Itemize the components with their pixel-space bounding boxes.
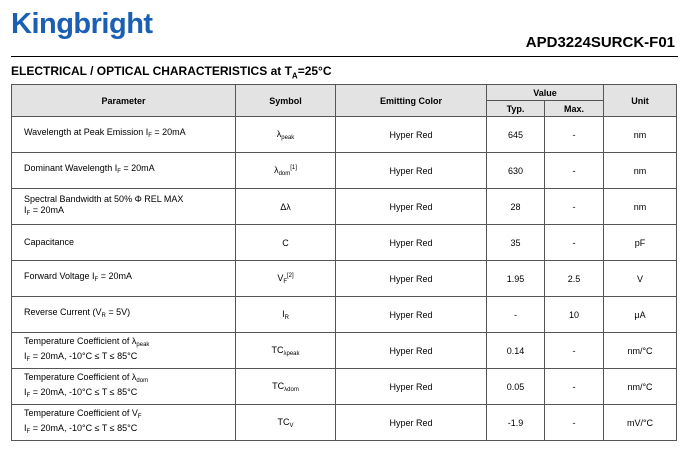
parameter-text: Temperature Coefficient of λ bbox=[24, 335, 137, 346]
emitting-color-cell: Hyper Red bbox=[336, 261, 487, 297]
parameter-condition-tail: = 20mA bbox=[30, 204, 64, 215]
typ-value-cell: 1.95 bbox=[487, 261, 545, 297]
symbol-subscript: λpeak bbox=[283, 350, 300, 357]
parameter-text: Spectral Bandwidth at 50% Φ REL MAX bbox=[24, 193, 184, 204]
parameter-line-1 bbox=[24, 237, 231, 248]
parameter-line-2 bbox=[24, 423, 231, 438]
parameter-condition-subscript: F bbox=[26, 210, 31, 217]
max-value-cell: 10 bbox=[545, 297, 604, 333]
emitting-color-cell: Hyper Red bbox=[336, 153, 487, 189]
symbol-text: I bbox=[282, 308, 285, 319]
typ-value-cell: 0.14 bbox=[487, 333, 545, 369]
symbol-cell bbox=[236, 333, 336, 369]
symbol-footnote: [2] bbox=[287, 272, 294, 279]
unit-cell: pF bbox=[604, 225, 677, 261]
symbol-subscript: peak bbox=[281, 134, 295, 141]
symbol-subscript: λdom bbox=[284, 386, 299, 393]
symbol-text: C bbox=[282, 237, 289, 248]
parameter-text: Temperature Coefficient of λ bbox=[24, 371, 137, 382]
parameter-subscript: F bbox=[94, 277, 99, 283]
parameter-cell bbox=[12, 153, 236, 189]
parameter-cell bbox=[12, 297, 236, 333]
parameter-text: Temperature Coefficient of V bbox=[24, 407, 138, 418]
parameter-subscript: F bbox=[148, 133, 152, 139]
emitting-color-cell: Hyper Red bbox=[336, 189, 487, 225]
symbol-text: λ bbox=[274, 164, 279, 175]
emitting-color-cell: Hyper Red bbox=[336, 297, 487, 333]
parameter-condition-tail: = 20mA, -10°C ≤ T ≤ 85°C bbox=[30, 422, 138, 433]
max-value-cell: - bbox=[545, 117, 604, 153]
emitting-color-cell: Hyper Red bbox=[336, 225, 487, 261]
typ-value-cell: 28 bbox=[487, 189, 545, 225]
unit-cell: mV/°C bbox=[604, 405, 677, 441]
max-value-cell: - bbox=[545, 405, 604, 441]
parameter-line-1 bbox=[24, 271, 231, 286]
parameter-subscript: R bbox=[101, 313, 106, 319]
max-value-cell: - bbox=[545, 369, 604, 405]
parameter-text: Wavelength at Peak Emission I bbox=[24, 127, 149, 137]
parameter-line-1 bbox=[24, 336, 231, 351]
section-title bbox=[11, 64, 332, 80]
parameter-text-tail: = 20mA bbox=[151, 127, 186, 137]
typ-value-cell: 630 bbox=[487, 153, 545, 189]
parameter-cell bbox=[12, 117, 236, 153]
table-row bbox=[12, 117, 677, 153]
symbol-footnote: [1] bbox=[290, 164, 297, 171]
parameter-condition-tail: = 20mA, -10°C ≤ T ≤ 85°C bbox=[30, 350, 138, 361]
parameter-line-1 bbox=[24, 163, 231, 178]
parameter-line-1 bbox=[24, 408, 231, 423]
parameter-condition: I bbox=[24, 204, 27, 215]
header-divider bbox=[11, 56, 678, 57]
parameter-text-tail: = 5V) bbox=[105, 307, 131, 317]
parameter-text: Capacitance bbox=[24, 237, 75, 247]
parameter-cell bbox=[12, 189, 236, 225]
parameter-line-1 bbox=[24, 372, 231, 387]
symbol-subscript: F bbox=[283, 278, 287, 285]
parameter-cell bbox=[12, 261, 236, 297]
parameter-subscript: F bbox=[117, 169, 121, 175]
max-value-cell: - bbox=[545, 153, 604, 189]
emitting-color-cell: Hyper Red bbox=[336, 405, 487, 441]
parameter-cell bbox=[12, 225, 236, 261]
parameter-line-1 bbox=[24, 307, 231, 322]
typ-value-cell: - bbox=[487, 297, 545, 333]
table-row bbox=[12, 153, 677, 189]
table-body bbox=[12, 117, 677, 441]
table-row bbox=[12, 297, 677, 333]
parameter-line-1 bbox=[24, 127, 231, 142]
symbol-text: TC bbox=[271, 344, 284, 355]
symbol-text: V bbox=[277, 272, 284, 283]
symbol-cell bbox=[236, 369, 336, 405]
typ-value-cell: 35 bbox=[487, 225, 545, 261]
parameter-condition-subscript: F bbox=[26, 356, 31, 363]
parameter-cell bbox=[12, 333, 236, 369]
unit-cell: nm/°C bbox=[604, 369, 677, 405]
symbol-cell bbox=[236, 153, 336, 189]
parameter-text-tail: = 20mA bbox=[98, 271, 132, 281]
parameter-text: Reverse Current (V bbox=[24, 307, 102, 317]
symbol-text: λ bbox=[276, 128, 282, 139]
symbol-cell bbox=[236, 189, 336, 225]
unit-cell: V bbox=[604, 261, 677, 297]
typ-value-cell: -1.9 bbox=[487, 405, 545, 441]
parameter-text: Forward Voltage I bbox=[24, 271, 95, 281]
max-value-cell: - bbox=[545, 333, 604, 369]
header-parameter: Parameter bbox=[12, 85, 236, 117]
table-row bbox=[12, 225, 677, 261]
parameter-subscript: peak bbox=[136, 341, 150, 348]
symbol-subscript: V bbox=[289, 422, 294, 429]
unit-cell: nm bbox=[604, 117, 677, 153]
emitting-color-cell: Hyper Red bbox=[336, 369, 487, 405]
unit-cell: nm bbox=[604, 153, 677, 189]
parameter-condition: I bbox=[24, 422, 27, 433]
header-max: Max. bbox=[545, 101, 604, 117]
emitting-color-cell: Hyper Red bbox=[336, 333, 487, 369]
parameter-cell bbox=[12, 369, 236, 405]
table-row bbox=[12, 405, 677, 441]
emitting-color-cell: Hyper Red bbox=[336, 117, 487, 153]
parameter-condition-tail: = 20mA, -10°C ≤ T ≤ 85°C bbox=[30, 386, 138, 397]
max-value-cell: - bbox=[545, 225, 604, 261]
table-row bbox=[12, 369, 677, 405]
parameter-text: Dominant Wavelength I bbox=[24, 163, 118, 173]
symbol-text: TC bbox=[272, 380, 285, 391]
typ-value-cell: 645 bbox=[487, 117, 545, 153]
symbol-cell bbox=[236, 117, 336, 153]
symbol-text: TC bbox=[277, 416, 290, 427]
section-title-tail: =25°C bbox=[297, 64, 332, 78]
header-emitting-color: Emitting Color bbox=[336, 85, 487, 117]
unit-cell: nm bbox=[604, 189, 677, 225]
section-title-main: ELECTRICAL / OPTICAL CHARACTERISTICS at T bbox=[11, 64, 292, 78]
parameter-condition: I bbox=[24, 386, 27, 397]
header-value: Value bbox=[487, 85, 604, 101]
parameter-line-1 bbox=[24, 194, 231, 205]
parameter-subscript: dom bbox=[136, 377, 149, 384]
max-value-cell: - bbox=[545, 189, 604, 225]
parameter-subscript: F bbox=[137, 413, 142, 420]
unit-cell: μA bbox=[604, 297, 677, 333]
symbol-subscript: R bbox=[284, 314, 289, 321]
parameter-line-2 bbox=[24, 205, 231, 220]
unit-cell: nm/°C bbox=[604, 333, 677, 369]
kingbright-logo: Kingbright bbox=[11, 8, 153, 40]
characteristics-table bbox=[11, 84, 677, 441]
symbol-cell bbox=[236, 225, 336, 261]
part-number: APD3224SURCK-F01 bbox=[525, 34, 675, 51]
symbol-subscript: dom bbox=[278, 170, 291, 177]
header-typ: Typ. bbox=[487, 101, 545, 117]
section-title-sub: A bbox=[291, 71, 298, 81]
header-unit: Unit bbox=[604, 85, 677, 117]
max-value-cell: 2.5 bbox=[545, 261, 604, 297]
parameter-line-2 bbox=[24, 351, 231, 366]
parameter-cell bbox=[12, 405, 236, 441]
parameter-line-2 bbox=[24, 387, 231, 402]
parameter-text-tail: = 20mA bbox=[120, 163, 155, 173]
parameter-condition: I bbox=[24, 350, 27, 361]
typ-value-cell: 0.05 bbox=[487, 369, 545, 405]
parameter-condition-subscript: F bbox=[26, 428, 31, 435]
table-row bbox=[12, 189, 677, 225]
symbol-cell bbox=[236, 297, 336, 333]
table-row bbox=[12, 261, 677, 297]
table-row bbox=[12, 333, 677, 369]
symbol-text: Δλ bbox=[280, 201, 291, 212]
parameter-condition-subscript: F bbox=[26, 392, 31, 399]
symbol-cell bbox=[236, 261, 336, 297]
symbol-cell bbox=[236, 405, 336, 441]
header-symbol: Symbol bbox=[236, 85, 336, 117]
